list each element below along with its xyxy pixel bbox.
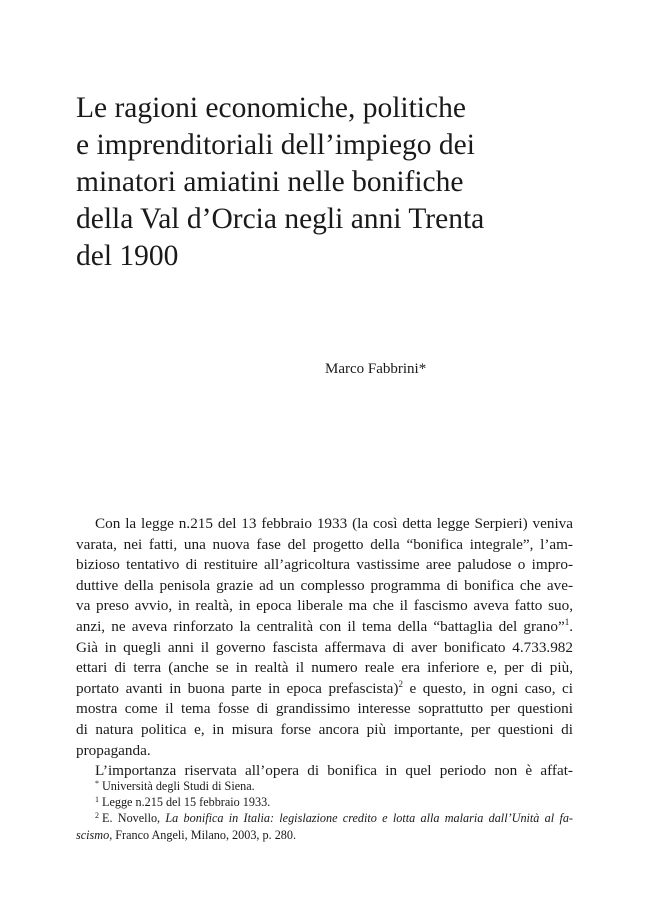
body-line-text: anzi, ne aveva rinforzato la centralità con il tema della “battaglia del grano”	[76, 617, 565, 635]
footnote-text: E. Novello,	[102, 811, 166, 826]
title-line: del 1900	[76, 240, 179, 272]
footnote-text: Legge n.215 del 15 febbraio 1933.	[102, 795, 271, 810]
footnote-mark: 2	[95, 811, 99, 821]
body-line: propaganda.	[76, 741, 151, 759]
footnotes	[76, 778, 573, 843]
body-line: duttive della penisola grazie ad un complesso programma di bonifica che ave-	[76, 576, 573, 594]
body-line: bizioso tentativo di restituire all’agricoltura vastissime aree paludose o impro-	[76, 556, 573, 574]
footnote-ref-1[interactable]: 1	[564, 616, 570, 627]
body-line: ettari di terra (anche se in realtà il numero reale era inferiore e, per di più,	[76, 659, 573, 677]
title-line: della Val d’Orcia negli anni Trenta	[76, 203, 485, 235]
title-line: Le ragioni economiche, politiche	[76, 92, 466, 124]
body-line-text: e questo, in ogni caso, ci	[402, 679, 574, 697]
footnote-1	[76, 794, 573, 810]
body-line: mostra come il tema fosse di grandissimo interesse soprattutto per questioni	[76, 700, 573, 718]
body-line: di natura politica e, in misura forse ancora più importante, per questioni di	[76, 720, 573, 738]
article-title	[76, 90, 596, 275]
footnote-mark: *	[95, 779, 99, 788]
footnote-book-title: La bonifica in Italia: legislazione credito e lotta alla malaria dall’Unità al fa-	[165, 811, 573, 826]
footnote-ref-2[interactable]: 2	[398, 678, 403, 689]
title-line: e imprenditoriali dell’impiego dei	[76, 129, 475, 161]
author-name: Marco Fabbrini*	[325, 361, 427, 377]
body-line-text: portato avanti in buona parte in epoca prefascista)	[76, 679, 399, 697]
title-line: minatori amiatini nelle bonifiche	[76, 166, 464, 198]
footnote-text: , Franco Angeli, Milano, 2003, p. 280.	[109, 827, 297, 842]
footnote-book-title: scismo	[76, 827, 110, 842]
body-line: va preso avvio, in realtà, in epoca liberale ma che il fascismo aveva fatto suo,	[76, 597, 573, 615]
footnote-affiliation	[76, 778, 573, 794]
body-line-with-ref	[76, 679, 573, 700]
body-text	[76, 514, 573, 782]
footnote-mark: 1	[95, 795, 99, 805]
footnote-text: Università degli Studi di Siena.	[102, 779, 255, 793]
body-line: Già in quegli anni il governo fascista affermava di aver bonificato 4.733.982	[76, 638, 573, 656]
footnote-2-continued	[76, 827, 573, 843]
body-line-with-ref	[76, 617, 573, 638]
footnote-2	[76, 810, 573, 826]
body-line-punct: .	[569, 617, 573, 635]
body-line: L’importanza riservata all’opera di bonifica in quel periodo non è affat-	[95, 762, 573, 780]
body-line: Con la legge n.215 del 13 febbraio 1933 (la così detta legge Serpieri) veniva	[95, 515, 573, 532]
body-line: varata, nei fatti, una nuova fase del progetto della “bonifica integrale”, l’am-	[76, 535, 573, 553]
